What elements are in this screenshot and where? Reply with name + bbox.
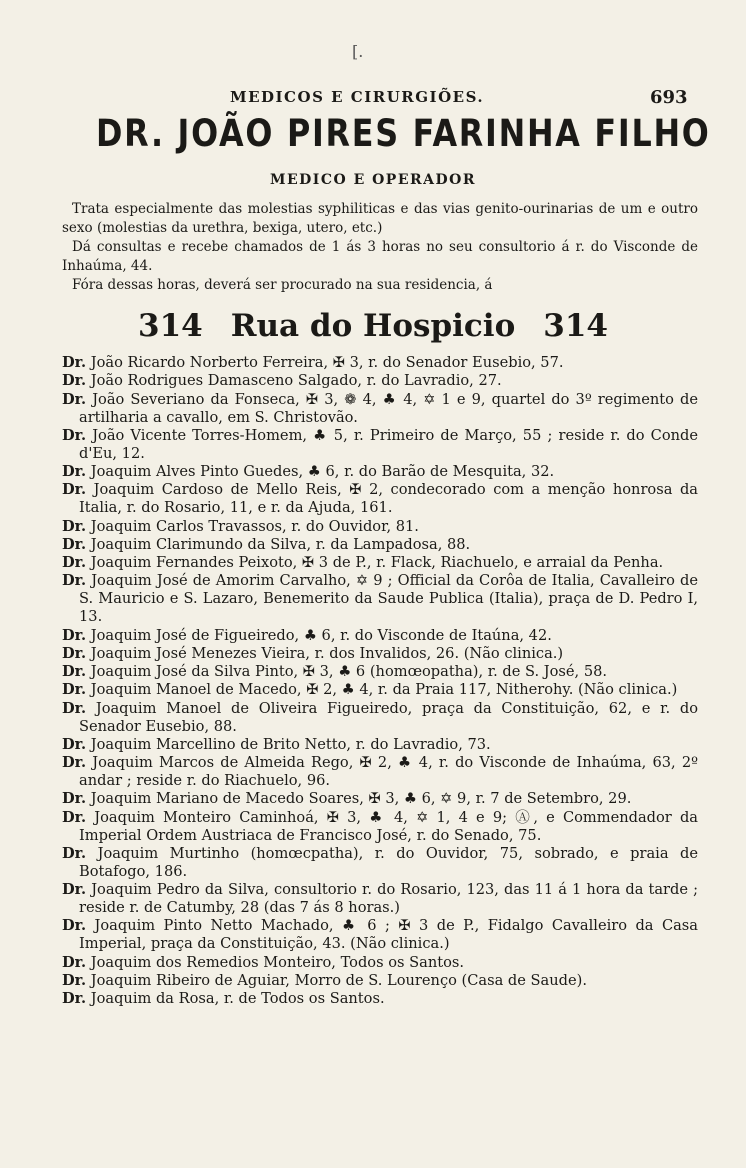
entry-prefix: Dr. [62,354,87,371]
entry-text: Joaquim Pinto Netto Machado, ♣ 6 ; ✠ 3 de P., Fidalgo Cavalleiro da Casa Imperial, praça da Constituição, 43. (Não clinica.) [79,917,699,953]
entry-prefix: Dr. [62,917,87,935]
page-number: 693 [650,87,688,108]
list-item [62,990,698,1008]
list-item [62,627,698,645]
entry-prefix: Dr. [62,644,87,662]
entry-text: Joaquim Mariano de Macedo Soares, ✠ 3, ♣ 6, ✡ 9, r. 7 de Setembro, 29. [90,790,632,808]
entry-text: Joaquim da Rosa, r. de Todos os Santos. [90,990,385,1008]
entry-prefix: Dr. [62,808,87,826]
entry-text: João Vicente Torres-Homem, ♣ 5, r. Primeiro de Março, 55 ; reside r. do Conde d'Eu, 12. [79,426,698,462]
list-item [62,572,698,626]
entry-prefix: Dr. [62,681,87,699]
address-banner [0,308,746,344]
entry-prefix: Dr. [62,735,87,753]
entry-prefix: Dr. [62,790,87,808]
list-item [62,391,698,427]
list-item [62,663,698,681]
entry-text: Joaquim José de Figueiredo, ♣ 6, r. do Visconde de Itaúna, 42. [90,626,552,644]
address-number-left: 314 [138,308,203,344]
entry-prefix: Dr. [62,517,87,535]
entry-text: João Severiano da Fonseca, ✠ 3, ❁ 4, ♣ 4, ✡ 1 e 9, quartel do 3º regimento de artilharia a cavallo, em S. Christovão. [79,390,699,426]
list-item [62,645,698,663]
entry-prefix: Dr. [62,754,87,772]
entry-prefix: Dr. [62,971,87,989]
list-item [62,463,698,481]
advertisement-paragraph: Trata especialmente das molestias syphiliticas e das vias genito-ourinarias de um e outro sexo (molestias da urethra, bexiga, utero, etc.) [62,201,698,236]
entry-text: Joaquim Fernandes Peixoto, ✠ 3 de P., r. Flack, Riachuelo, e arraial da Penha. [90,554,664,572]
entry-prefix: Dr. [62,626,87,644]
entry-prefix: Dr. [62,426,87,444]
entry-text: Joaquim Marcellino de Brito Netto, r. do Lavradio, 73. [90,735,491,753]
list-item [62,972,698,990]
list-item [62,681,698,699]
entry-text: Joaquim Carlos Travassos, r. do Ouvidor, 81. [90,517,419,535]
advertisement-subtitle: MEDICO E OPERADOR [270,172,476,188]
entry-text: Joaquim Manoel de Oliveira Figueiredo, praça da Constituição, 62, e r. do Senador Eusebio, 88. [79,699,698,735]
list-item [62,354,698,372]
running-title: MEDICOS E CIRURGIÕES. [230,88,485,106]
address-street: Rua do Hospicio [230,308,516,344]
entry-text: Joaquim dos Remedios Monteiro, Todos os Santos. [90,953,465,971]
entry-prefix: Dr. [62,844,87,862]
entry-prefix: Dr. [62,881,87,899]
entry-text: Joaquim Manoel de Macedo, ✠ 2, ♣ 4, r. da Praia 117, Nitherohy. (Não clinica.) [90,681,678,699]
entry-prefix: Dr. [62,554,87,572]
list-item [62,954,698,972]
list-item [62,881,698,917]
entry-text: Joaquim José de Amorim Carvalho, ✡ 9 ; Official da Corôa de Italia, Cavalleiro de S. Mauricio e S. Lazaro, Benemerito da Saude Publica (Italia), praça de D. Pedro I, 13. [79,572,698,626]
list-item [62,845,698,881]
entry-prefix: Dr. [62,663,87,681]
entry-text: João Rodrigues Damasceno Salgado, r. do Lavradio, 27. [90,372,502,390]
entry-prefix: Dr. [62,699,87,717]
entry-prefix: Dr. [62,990,87,1008]
advertisement-name: DR. JOÃO PIRES FARINHA FILHO [96,112,711,155]
entry-text: Joaquim Ribeiro de Aguiar, Morro de S. Lourenço (Casa de Saude). [90,971,587,989]
entry-text: Joaquim Clarimundo da Silva, r. da Lampadosa, 88. [90,535,471,553]
entry-prefix: Dr. [62,572,87,590]
entry-prefix: Dr. [62,390,87,408]
entry-text: Joaquim José da Silva Pinto, ✠ 3, ♣ 6 (homœopatha), r. de S. José, 58. [90,663,608,681]
list-item [62,736,698,754]
advertisement-paragraph: Fóra dessas horas, deverá ser procurado na sua residencia, á [72,277,493,293]
entry-prefix: Dr. [62,481,87,499]
list-item [62,481,698,517]
list-item [62,917,698,953]
entry-prefix: Dr. [62,372,87,390]
advertisement-text [62,200,698,295]
entry-text: Joaquim Murtinho (homœcpatha), r. do Ouvidor, 75, sobrado, e praia de Botafogo, 186. [79,844,698,880]
list-item [62,554,698,572]
entry-prefix: Dr. [62,463,87,480]
physician-list [62,354,698,1008]
list-item [62,700,698,736]
entry-prefix: Dr. [62,953,87,971]
list-item [62,427,698,463]
entry-text: Joaquim Cardoso de Mello Reis, ✠ 2, condecorado com a menção honrosa da Italia, r. do Rosario, 11, e r. da Ajuda, 161. [79,481,698,517]
margin-mark: [. [352,42,364,61]
entry-text: Joaquim Pedro da Silva, consultorio r. do Rosario, 123, das 11 á 1 hora da tarde ; reside r. de Catumby, 28 (das 7 ás 8 horas.) [79,881,699,916]
advertisement-paragraph: Dá consultas e recebe chamados de 1 ás 3 horas no seu consultorio á r. do Visconde de Inhaúma, 44. [62,239,698,274]
list-item [62,372,698,390]
entry-text: Joaquim Alves Pinto Guedes, ♣ 6, r. do Barão de Mesquita, 32. [90,463,555,480]
list-item [62,809,698,845]
entry-prefix: Dr. [62,535,87,553]
entry-text: Joaquim Marcos de Almeida Rego, ✠ 2, ♣ 4, r. do Visconde de Inhaúma, 63, 2º andar ; reside r. do Riachuelo, 96. [79,754,698,790]
entry-text: João Ricardo Norberto Ferreira, ✠ 3, r. do Senador Eusebio, 57. [90,354,564,371]
running-head [0,88,746,112]
list-item [62,790,698,808]
list-item [62,518,698,536]
entry-text: Joaquim Monteiro Caminhoá, ✠ 3, ♣ 4, ✡ 1, 4 e 9; Ⓐ, e Commendador da Imperial Ordem Austriaca de Francisco José, r. do Senado, 75. [79,808,698,844]
list-item [62,536,698,554]
address-number-right: 314 [543,308,608,344]
list-item [62,754,698,790]
entry-text: Joaquim José Menezes Vieira, r. dos Invalidos, 26. (Não clinica.) [90,644,564,662]
